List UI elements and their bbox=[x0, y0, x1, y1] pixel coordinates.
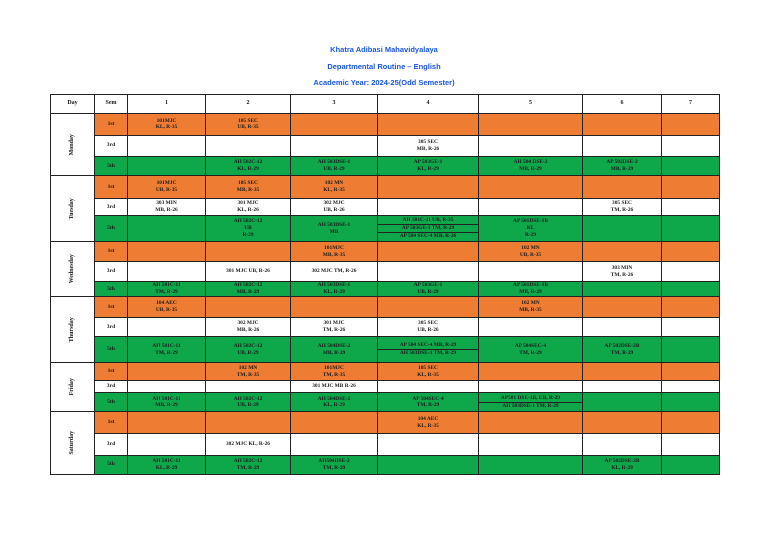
class-cell bbox=[378, 262, 479, 281]
class-cell bbox=[583, 135, 662, 157]
class-entry: AH 503DSE-1 TM, R-29 bbox=[378, 349, 478, 357]
day-name: Thursday bbox=[68, 317, 75, 343]
class-cell: 105 SEC UB, R-35 bbox=[206, 114, 291, 136]
semester-label: 1st bbox=[95, 242, 128, 262]
routine-row bbox=[51, 135, 720, 157]
class-cell: AH504DSE-2 TM, R-29 bbox=[291, 455, 378, 475]
day-label bbox=[51, 114, 95, 176]
class-cell bbox=[378, 337, 479, 363]
class-entry: AP501 DSE-1B, UB, R-29 bbox=[500, 395, 561, 402]
class-cell bbox=[479, 114, 583, 136]
routine-row bbox=[51, 337, 720, 363]
routine-row bbox=[51, 297, 720, 317]
class-cell bbox=[662, 242, 720, 262]
class-cell bbox=[479, 393, 583, 412]
class-cell bbox=[662, 363, 720, 381]
class-cell bbox=[479, 198, 583, 215]
class-entry: AH 501C-11 UB, R-35 bbox=[402, 217, 454, 224]
class-entry: AP 504 SEC-4 MB, R-26 bbox=[378, 232, 478, 240]
class-cell: AH 503DSE-1 UB, R-29 bbox=[291, 157, 378, 176]
class-cell bbox=[378, 433, 479, 455]
class-entry: AP 504 SEC-4 MB, R-29 bbox=[399, 342, 457, 349]
semester-label: 3rd bbox=[95, 317, 128, 336]
class-cell: AH 502C-12 UB, R-29 bbox=[206, 337, 291, 363]
class-cell: AH 501C-11 TM, R-29 bbox=[128, 337, 206, 363]
semester-label: 3rd bbox=[95, 381, 128, 393]
routine-row bbox=[51, 216, 720, 242]
routine-row bbox=[51, 242, 720, 262]
class-cell bbox=[662, 317, 720, 336]
class-cell bbox=[128, 317, 206, 336]
routine-row bbox=[51, 393, 720, 412]
class-cell bbox=[479, 381, 583, 393]
class-cell bbox=[378, 176, 479, 199]
class-cell bbox=[662, 381, 720, 393]
routine-row bbox=[51, 262, 720, 281]
routine-title: Departmental Routine – English bbox=[327, 62, 441, 71]
class-cell bbox=[662, 262, 720, 281]
class-cell bbox=[479, 363, 583, 381]
class-cell bbox=[479, 433, 583, 455]
class-cell: 301 MJC TM, R-26 bbox=[291, 317, 378, 336]
period-header: 6 bbox=[583, 95, 662, 114]
class-cell: AP 503GE-1 KL, R-29 bbox=[378, 157, 479, 176]
day-label bbox=[51, 297, 95, 363]
class-cell: AP 501DSE-1B MB, R-29 bbox=[479, 281, 583, 297]
period-header: 4 bbox=[378, 95, 479, 114]
semester-label: 3rd bbox=[95, 433, 128, 455]
class-cell bbox=[128, 412, 206, 434]
day-name: Friday bbox=[68, 378, 75, 396]
class-cell bbox=[291, 297, 378, 317]
class-cell bbox=[479, 455, 583, 475]
class-cell bbox=[206, 412, 291, 434]
class-cell: 101MJC KL, R-35 bbox=[128, 114, 206, 136]
period-header: 5 bbox=[479, 95, 583, 114]
class-cell bbox=[479, 262, 583, 281]
semester-label: 1st bbox=[95, 176, 128, 199]
day-label bbox=[51, 176, 95, 242]
class-cell bbox=[583, 176, 662, 199]
routine-row bbox=[51, 281, 720, 297]
routine-row bbox=[51, 363, 720, 381]
class-cell bbox=[662, 433, 720, 455]
day-name: Wednesday bbox=[68, 254, 75, 284]
class-cell: AP 502DSE-2B TM, R-29 bbox=[583, 337, 662, 363]
class-cell: AH 501C-11 KL, R-29 bbox=[128, 455, 206, 475]
class-cell: AH 502C-12 TM, R-29 bbox=[206, 455, 291, 475]
day-label bbox=[51, 412, 95, 475]
class-entry: AP 503GE-1 TM, R-29 bbox=[378, 224, 478, 232]
class-cell: 302 MJC TM, R-26 bbox=[291, 262, 378, 281]
class-cell: 102 MN KL, R-35 bbox=[291, 176, 378, 199]
class-cell: AH 504 DSE-2 MB, R-29 bbox=[479, 157, 583, 176]
class-cell bbox=[583, 114, 662, 136]
class-cell: AP 502DSE-2 MB, R-29 bbox=[583, 157, 662, 176]
class-cell bbox=[291, 114, 378, 136]
class-cell bbox=[378, 455, 479, 475]
class-cell: 104 AEC KL, R-35 bbox=[378, 412, 479, 434]
class-cell bbox=[378, 198, 479, 215]
routine-table bbox=[50, 94, 720, 475]
period-header: 1 bbox=[128, 95, 206, 114]
class-cell bbox=[291, 135, 378, 157]
class-cell: AH 503DSE-1 KL, R-29 bbox=[291, 281, 378, 297]
class-cell bbox=[378, 297, 479, 317]
day-header: Day bbox=[51, 95, 95, 114]
day-label bbox=[51, 242, 95, 297]
class-cell bbox=[128, 157, 206, 176]
routine-row bbox=[51, 317, 720, 336]
class-cell: 303 MIN TM, R-26 bbox=[583, 262, 662, 281]
day-label bbox=[51, 363, 95, 412]
day-name: Tuesday bbox=[68, 198, 75, 220]
routine-row bbox=[51, 114, 720, 136]
semester-label: 5th bbox=[95, 281, 128, 297]
sem-header: Sem bbox=[95, 95, 128, 114]
routine-row bbox=[51, 433, 720, 455]
class-cell bbox=[378, 242, 479, 262]
semester-label: 3rd bbox=[95, 135, 128, 157]
class-entry: AH 503DSE-1 TM, R-29 bbox=[479, 402, 582, 410]
class-cell bbox=[583, 433, 662, 455]
routine-row bbox=[51, 381, 720, 393]
class-cell bbox=[378, 216, 479, 242]
routine-row bbox=[51, 157, 720, 176]
class-cell bbox=[291, 433, 378, 455]
class-cell bbox=[378, 114, 479, 136]
class-cell: 301 MJC UB, R-26 bbox=[206, 262, 291, 281]
class-cell bbox=[479, 176, 583, 199]
class-cell: AP 504SEC-4 TM, R-29 bbox=[479, 337, 583, 363]
class-cell bbox=[583, 393, 662, 412]
class-cell bbox=[479, 135, 583, 157]
class-cell: 102 MN TM, R-35 bbox=[206, 363, 291, 381]
class-cell: AP 501DSE-1B KL R-29 bbox=[479, 216, 583, 242]
class-cell bbox=[206, 135, 291, 157]
day-name: Monday bbox=[68, 134, 75, 156]
class-cell: 301 MJC MB R-26 bbox=[291, 381, 378, 393]
routine-row bbox=[51, 455, 720, 475]
class-cell bbox=[662, 281, 720, 297]
class-cell: AH 501C-11 TM, R-29 bbox=[128, 281, 206, 297]
class-cell: 105 SEC MB, R-35 bbox=[206, 176, 291, 199]
day-name: Saturday bbox=[68, 431, 75, 456]
class-cell: AH 504DSE-2 MB, R-29 bbox=[291, 337, 378, 363]
period-header: 2 bbox=[206, 95, 291, 114]
class-cell bbox=[291, 412, 378, 434]
class-cell bbox=[583, 297, 662, 317]
class-cell bbox=[583, 242, 662, 262]
class-cell bbox=[128, 216, 206, 242]
semester-label: 5th bbox=[95, 337, 128, 363]
semester-label: 1st bbox=[95, 363, 128, 381]
class-cell: AH 502C-12 MB, R-29 bbox=[206, 281, 291, 297]
semester-label: 3rd bbox=[95, 198, 128, 215]
class-cell bbox=[128, 381, 206, 393]
class-cell bbox=[583, 381, 662, 393]
class-cell bbox=[206, 297, 291, 317]
class-cell bbox=[206, 242, 291, 262]
period-header: 3 bbox=[291, 95, 378, 114]
header-row bbox=[51, 95, 720, 114]
class-cell: AP 502DSE-2B KL, R-29 bbox=[583, 455, 662, 475]
class-cell bbox=[479, 317, 583, 336]
class-cell bbox=[662, 157, 720, 176]
semester-label: 1st bbox=[95, 114, 128, 136]
semester-label: 1st bbox=[95, 297, 128, 317]
class-cell: AH 502C-12 UB R-29 bbox=[206, 216, 291, 242]
class-cell bbox=[206, 381, 291, 393]
academic-year: Academic Year: 2024-25(Odd Semester) bbox=[313, 78, 455, 87]
class-cell bbox=[662, 297, 720, 317]
semester-label: 5th bbox=[95, 393, 128, 412]
class-cell bbox=[128, 262, 206, 281]
class-cell: 305 SEC TM, R-26 bbox=[583, 198, 662, 215]
class-cell: 302 MJC UB, R-26 bbox=[291, 198, 378, 215]
class-cell bbox=[662, 135, 720, 157]
class-cell bbox=[378, 381, 479, 393]
class-cell: 302 MJC KL, R-26 bbox=[206, 433, 291, 455]
class-cell: 305 SEC MB, R-26 bbox=[378, 135, 479, 157]
semester-label: 5th bbox=[95, 455, 128, 475]
semester-label: 3rd bbox=[95, 262, 128, 281]
class-cell bbox=[662, 412, 720, 434]
class-cell: 301 MJC KL, R-26 bbox=[206, 198, 291, 215]
class-cell: 102 MN MB, R-35 bbox=[479, 297, 583, 317]
class-cell bbox=[662, 393, 720, 412]
routine-row bbox=[51, 176, 720, 199]
class-cell bbox=[583, 281, 662, 297]
period-header: 7 bbox=[662, 95, 720, 114]
class-cell: 305 SEC UB, R-26 bbox=[378, 317, 479, 336]
routine-row bbox=[51, 412, 720, 434]
class-cell bbox=[662, 337, 720, 363]
class-cell: 101MJC UB, R-35 bbox=[128, 176, 206, 199]
class-cell bbox=[128, 135, 206, 157]
class-cell: AP 504SEC-4 TM, R-29 bbox=[378, 393, 479, 412]
class-cell bbox=[662, 216, 720, 242]
class-cell: AP 503GE-1 UB, R-29 bbox=[378, 281, 479, 297]
routine-row bbox=[51, 198, 720, 215]
semester-label: 5th bbox=[95, 216, 128, 242]
class-cell bbox=[583, 216, 662, 242]
class-cell: 101MJC MB, R-35 bbox=[291, 242, 378, 262]
college-name: Khatra Adibasi Mahavidyalaya bbox=[330, 45, 438, 54]
class-cell bbox=[128, 433, 206, 455]
semester-label: 5th bbox=[95, 157, 128, 176]
class-cell: 102 MN UB, R-35 bbox=[479, 242, 583, 262]
class-cell: AH 501C-11 MB, R-29 bbox=[128, 393, 206, 412]
class-cell bbox=[662, 455, 720, 475]
class-cell: AH 504DSE-2 KL, R-29 bbox=[291, 393, 378, 412]
class-cell: AH 503DSE-1 MB bbox=[291, 216, 378, 242]
class-cell bbox=[662, 114, 720, 136]
class-cell: 105 SEC KL, R-35 bbox=[378, 363, 479, 381]
class-cell: 104 AEC UB, R-35 bbox=[128, 297, 206, 317]
class-cell bbox=[128, 363, 206, 381]
class-cell: 101MJC TM, R-35 bbox=[291, 363, 378, 381]
semester-label: 1st bbox=[95, 412, 128, 434]
class-cell bbox=[662, 198, 720, 215]
class-cell bbox=[583, 317, 662, 336]
class-cell bbox=[128, 242, 206, 262]
class-cell bbox=[583, 363, 662, 381]
class-cell: 303 MIN MB, R-26 bbox=[128, 198, 206, 215]
class-cell bbox=[662, 176, 720, 199]
class-cell: AH 502C-12 UB, R-29 bbox=[206, 393, 291, 412]
class-cell bbox=[583, 412, 662, 434]
class-cell: AH 502C-12 KL, R-29 bbox=[206, 157, 291, 176]
class-cell bbox=[479, 412, 583, 434]
class-cell: 302 MJC MB, R-26 bbox=[206, 317, 291, 336]
